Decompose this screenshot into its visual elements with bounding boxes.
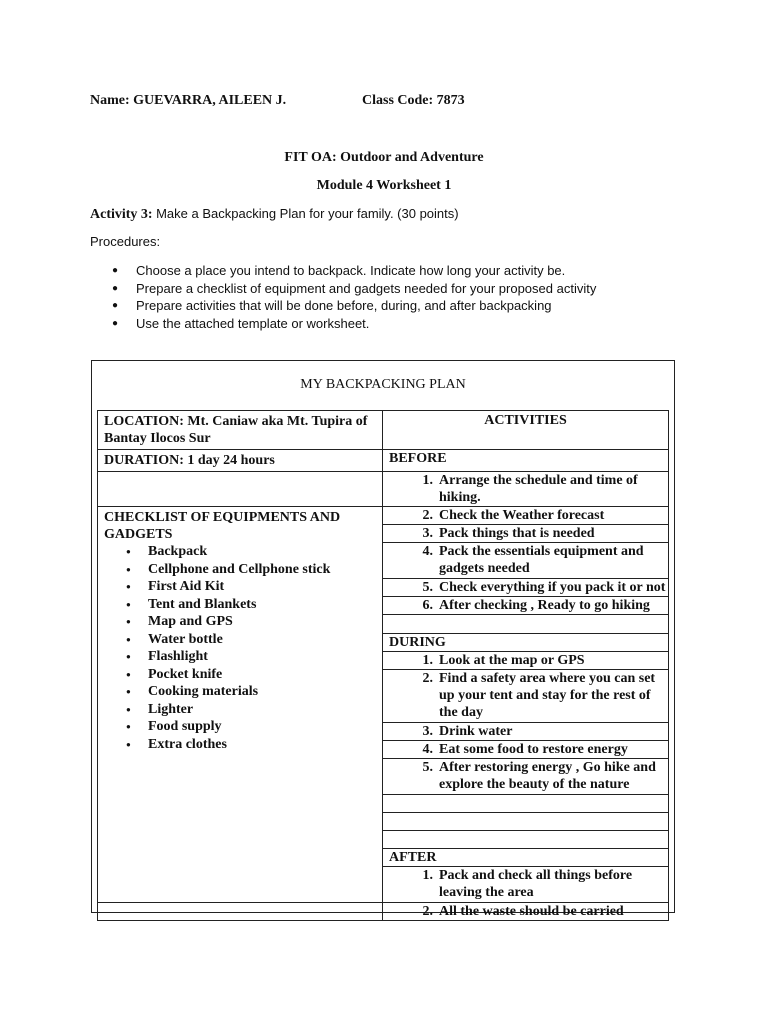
- step-number: 3.: [422, 724, 433, 739]
- step-text: Check everything if you pack it or not: [439, 580, 666, 595]
- step-number: 1.: [422, 473, 433, 488]
- step-text: Eat some food to restore energy: [439, 742, 628, 757]
- checklist-item: ● Map and GPS: [126, 613, 376, 631]
- step-text: Check the Weather forecast: [439, 508, 605, 523]
- activity-description: Make a Backpacking Plan for your family. (30 points): [156, 206, 459, 221]
- during-step: [383, 652, 669, 670]
- checklist: [104, 543, 376, 753]
- location-cell: LOCATION: Mt. Caniaw aka Mt. Tupira of Bantay Ilocos Sur: [98, 411, 383, 450]
- checklist-item: ● Extra clothes: [126, 736, 376, 754]
- step-text: Pack and check all things before leaving the area: [439, 868, 633, 900]
- checklist-cell: [98, 507, 383, 903]
- checklist-item: ● First Aid Kit: [126, 578, 376, 596]
- step-text: All the waste should be carried: [439, 904, 624, 919]
- procedure-item: ● Prepare a checklist of equipment and gadgets needed for your proposed activity: [112, 280, 596, 298]
- plan-table: [97, 410, 669, 921]
- during-step: [383, 670, 669, 723]
- checklist-bottom: [98, 903, 383, 921]
- class-code: Class Code: 7873: [362, 93, 465, 108]
- before-step: [383, 579, 669, 597]
- step-text: Find a safety area where you can set up your tent and stay for the rest of the day: [439, 671, 656, 720]
- step-number: 2.: [422, 904, 433, 919]
- empty-row: [383, 831, 669, 849]
- after-header: AFTER: [383, 849, 669, 867]
- checklist-item: ● Flashlight: [126, 648, 376, 666]
- checklist-item: ● Cellphone and Cellphone stick: [126, 561, 376, 579]
- empty-row: [383, 795, 669, 813]
- procedure-item: ● Prepare activities that will be done before, during, and after backpacking: [112, 297, 596, 315]
- step-text: Look at the map or GPS: [439, 653, 585, 668]
- before-header: BEFORE: [383, 450, 669, 472]
- step-number: 4.: [422, 742, 433, 757]
- duration-spacer: [98, 472, 383, 507]
- duration-cell: DURATION: 1 day 24 hours: [98, 450, 383, 472]
- step-number: 5.: [422, 760, 433, 775]
- checklist-item: ● Backpack: [126, 543, 376, 561]
- before-step: [383, 525, 669, 543]
- step-number: 3.: [422, 526, 433, 541]
- procedures-label: Procedures:: [90, 234, 161, 249]
- step-number: 4.: [422, 544, 433, 559]
- activity-instruction: [90, 206, 459, 223]
- step-text: Pack things that is needed: [439, 526, 595, 541]
- step-text: Arrange the schedule and time of hiking.: [439, 473, 638, 505]
- procedure-item: ● Use the attached template or worksheet.: [112, 315, 596, 333]
- plan-title: MY BACKPACKING PLAN: [300, 377, 466, 392]
- after-step: [383, 867, 669, 903]
- during-step: [383, 741, 669, 759]
- checklist-item: ● Cooking materials: [126, 683, 376, 701]
- procedure-item: ● Choose a place you intend to backpack. Indicate how long your activity be.: [112, 262, 596, 280]
- procedures-list: [112, 262, 596, 332]
- checklist-item: ● Food supply: [126, 718, 376, 736]
- before-step: [383, 472, 669, 507]
- empty-row: [383, 615, 669, 634]
- step-number: 1.: [422, 653, 433, 668]
- step-text: Pack the essentials equipment and gadgets needed: [439, 544, 644, 576]
- after-step: [383, 903, 669, 921]
- step-number: 5.: [422, 580, 433, 595]
- step-number: 1.: [422, 868, 433, 883]
- checklist-item: ● Tent and Blankets: [126, 596, 376, 614]
- before-step: [383, 597, 669, 615]
- module-title: Module 4 Worksheet 1: [316, 178, 452, 193]
- student-name: Name: GUEVARRA, AILEEN J.: [90, 93, 287, 108]
- step-text: After checking , Ready to go hiking: [439, 598, 650, 613]
- step-number: 2.: [422, 671, 433, 686]
- step-text: After restoring energy , Go hike and explore the beauty of the nature: [439, 760, 656, 792]
- step-text: Drink water: [439, 724, 513, 739]
- during-step: [383, 759, 669, 795]
- activity-label: Activity 3:: [90, 207, 153, 222]
- activities-header: ACTIVITIES: [383, 411, 669, 450]
- checklist-title: CHECKLIST OF EQUIPMENTS AND GADGETS: [104, 510, 341, 542]
- course-title: FIT OA: Outdoor and Adventure: [284, 150, 484, 165]
- step-number: 2.: [422, 508, 433, 523]
- during-step: [383, 723, 669, 741]
- step-number: 6.: [422, 598, 433, 613]
- before-step: [383, 507, 669, 525]
- before-step: [383, 543, 669, 579]
- checklist-item: ● Lighter: [126, 701, 376, 719]
- checklist-item: ● Pocket knife: [126, 666, 376, 684]
- backpacking-plan-frame: [91, 360, 675, 919]
- checklist-item: ● Water bottle: [126, 631, 376, 649]
- during-header: DURING: [383, 634, 669, 652]
- empty-row: [383, 813, 669, 831]
